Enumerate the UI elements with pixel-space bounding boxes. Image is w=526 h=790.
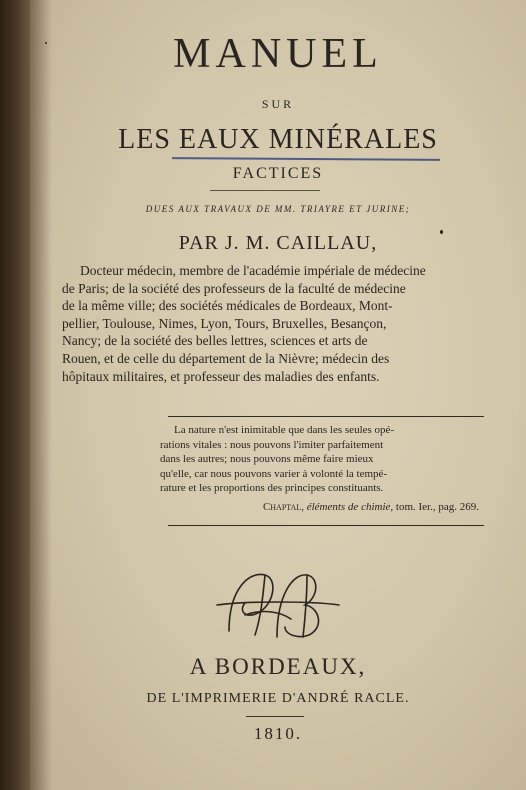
title-connector: SUR: [261, 97, 295, 111]
credentials-line: hôpitaux militaires, et professeur des maladies des enfants.: [62, 368, 380, 384]
credentials-line: Docteur médecin, membre de l'académie impériale de médecine: [80, 263, 426, 278]
credentials-line: Rouen, et de celle du département de la Nièvre; médecin des: [62, 350, 390, 366]
ink-speck: [440, 230, 443, 234]
book-subtitle: LES EAUX MINÉRALES: [118, 124, 438, 155]
publication-city: A BORDEAUX,: [189, 654, 367, 679]
epigraph-line: rature et les proportions des principes constituants.: [160, 482, 384, 495]
credentials-line: de Paris; de la société des professeurs de la faculté de médecine: [62, 280, 406, 296]
divider-bottom: [168, 525, 484, 526]
epigraph: [160, 423, 485, 515]
divider-short: [210, 190, 320, 191]
subtitle-factices: FACTICES: [232, 165, 324, 182]
epigraph-line: La nature n'est inimitable que dans les seules opé-: [174, 424, 395, 436]
author-credentials: [62, 262, 484, 385]
epigraph-citation: Chaptal, éléments de chimie, tom. Ier., pag. 269.: [262, 500, 479, 513]
publication-year: 1810.: [253, 724, 303, 743]
epigraph-line: dans les autres; nous pouvons même faire mieux: [160, 453, 374, 466]
citation-reference: , tom. Ier., pag. 269.: [390, 500, 479, 513]
epigraph-line: rations vitales : nous pouvons l'imiter parfaitement: [160, 438, 384, 451]
book-title: MANUEL: [173, 31, 383, 77]
printer-line: DE L'IMPRIMERIE D'ANDRÉ RACLE.: [146, 691, 410, 706]
title-page: [30, 0, 526, 790]
ink-speck: [45, 42, 47, 44]
credentials-line: Nancy; de la société des belles lettres, sciences et arts de: [62, 333, 368, 349]
printer-monogram-icon: [215, 565, 341, 643]
book-binding: [0, 0, 30, 790]
divider-top: [168, 416, 484, 417]
divider-year: [246, 716, 304, 717]
credentials-line: de la même ville; des sociétés médicales de Bordeaux, Mont-: [62, 298, 393, 314]
author-line: PAR J. M. CAILLAU,: [178, 232, 378, 254]
epigraph-line: qu'elle, car nous pouvons varier à volonté la tempé-: [160, 467, 388, 480]
citation-author: Chaptal: [262, 500, 302, 513]
citation-work: éléments de chimie: [306, 500, 391, 513]
dedication-line: DUES AUX TRAVAUX DE MM. TRIAYRE ET JURINE;: [145, 204, 411, 214]
ink-underline: [172, 157, 440, 161]
credentials-line: pellier, Toulouse, Nimes, Lyon, Tours, Bruxelles, Besançon,: [62, 315, 387, 331]
